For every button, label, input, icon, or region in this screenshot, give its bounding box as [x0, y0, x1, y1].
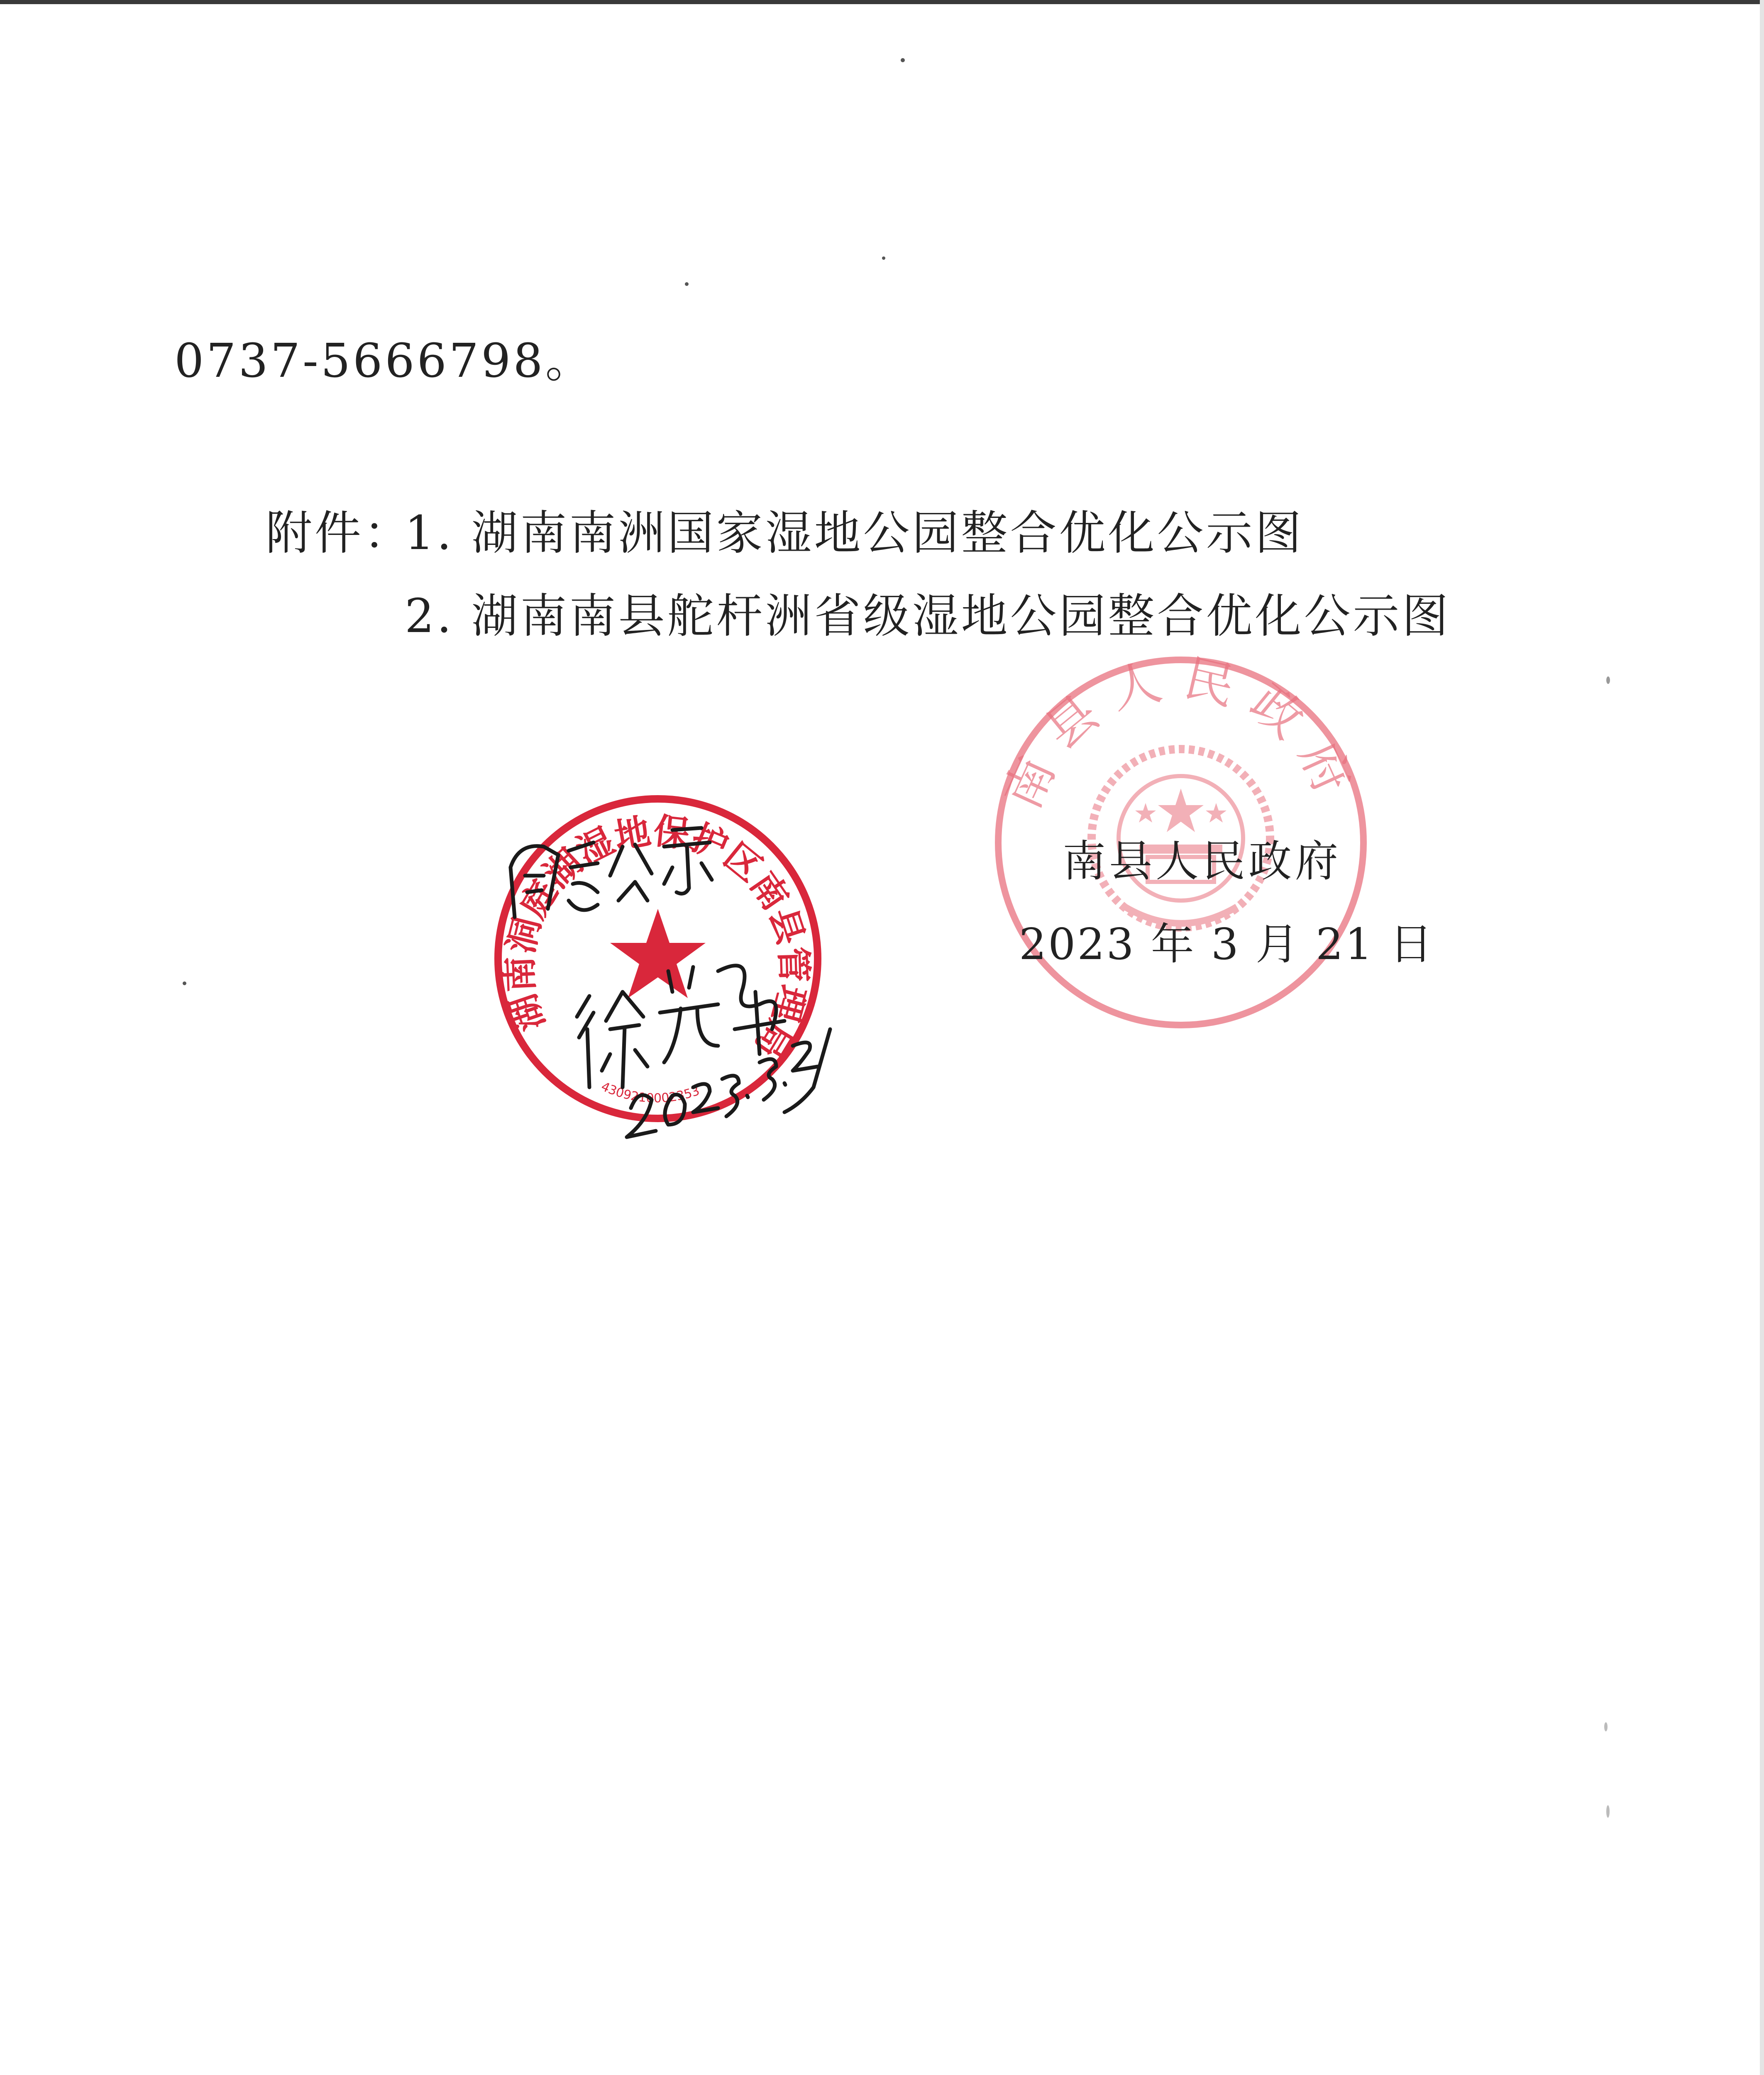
scan-speck: [1604, 1722, 1608, 1731]
issue-date: 2023 年 3 月 21 日: [1019, 919, 1434, 969]
scan-edge-top: [0, 0, 1764, 4]
svg-text:湖南洞庭湖湿地保护区南县管理局: 湖南洞庭湖湿地保护区南县管理局: [498, 810, 815, 1065]
scan-edge-right: [1760, 0, 1764, 2075]
issuing-authority: 南县人民政府: [1063, 836, 1342, 886]
scan-speck: [901, 58, 905, 62]
scan-speck: [1606, 676, 1610, 684]
scan-speck: [183, 981, 186, 985]
attachment-item-1: 1. 湖南南洲国家湿地公园整合优化公示图: [405, 506, 1304, 560]
svg-text:南县人民政府: 南县人民政府: [993, 649, 1368, 818]
attachments-label: 附件：: [266, 506, 413, 560]
phone-number-line: 0737-5666798。: [174, 334, 594, 388]
attachment-item-2: 2. 湖南南县舵杆洲省级湿地公园整合优化公示图: [405, 589, 1451, 643]
scan-speck: [882, 256, 885, 260]
handwritten-signature-icon: [486, 797, 859, 1170]
scan-speck: [685, 282, 689, 286]
scan-speck: [1606, 1805, 1610, 1818]
svg-text:4309210002353: 4309210002353: [599, 1079, 702, 1106]
